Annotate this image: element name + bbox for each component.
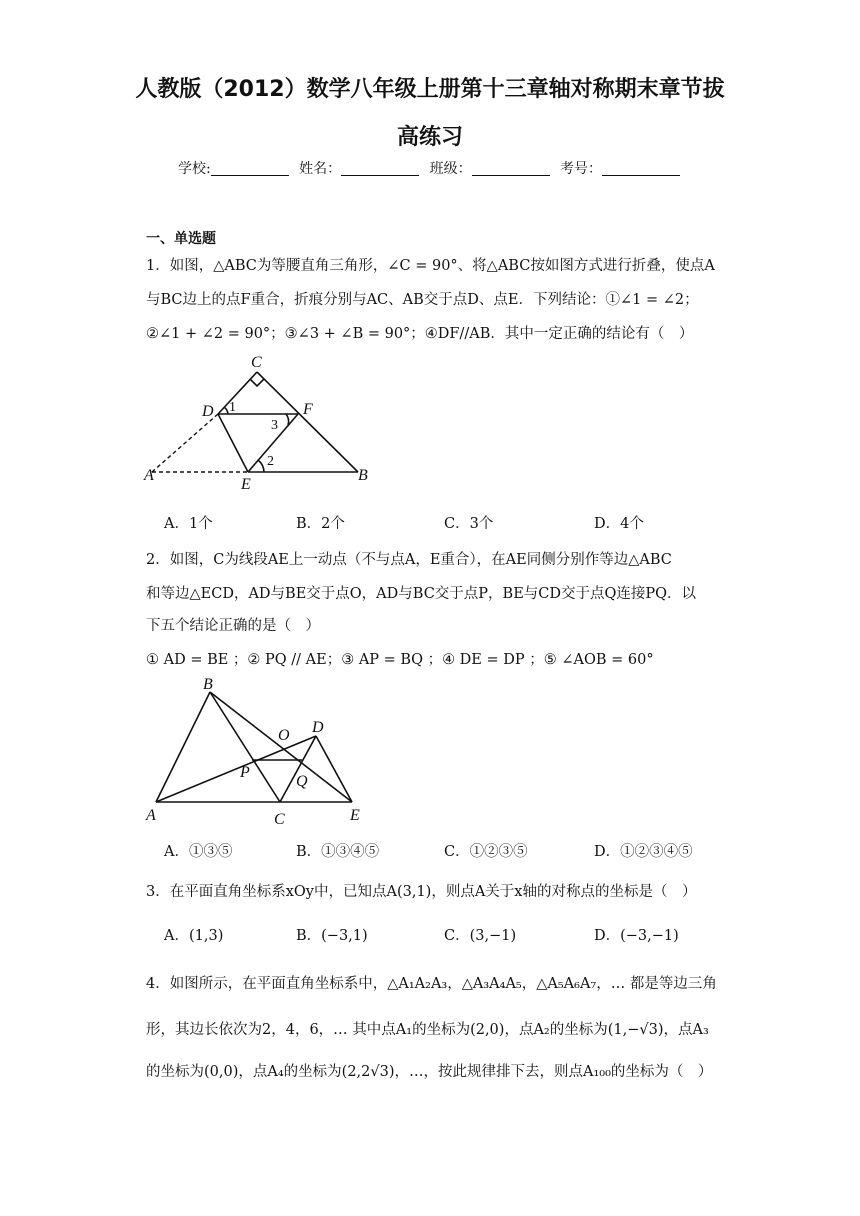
- q1-segment-de: [218, 414, 248, 472]
- q1-option-a[interactable]: A．1个: [164, 516, 213, 532]
- name-blank: [341, 161, 419, 176]
- q1-label-b: B: [358, 467, 368, 484]
- q2-line-4: ① AD = BE ；② PQ // AE；③ AP = BQ ；④ DE = DP ；⑤ ∠AOB = 60°: [146, 652, 654, 668]
- q1-option-d[interactable]: D．4个: [594, 516, 644, 532]
- q2-segment-ab: [156, 692, 210, 802]
- q2-line-1: 2．如图，C为线段AE上一动点（不与点A，E重合），在AE同侧分别作等边△ABC: [146, 552, 672, 568]
- exam-number-blank: [602, 161, 680, 176]
- q3-option-d[interactable]: D．(−3,−1): [594, 928, 679, 944]
- q1-label-c: C: [251, 354, 262, 371]
- q2-segment-ad: [156, 736, 316, 802]
- class-label: 班级：: [429, 161, 472, 177]
- q1-line-2: 与BC边上的点F重合，折痕分别与AC、AB交于点D、点E．下列结论：①∠1 = ∠2；: [146, 292, 699, 308]
- q1-figure: [140, 352, 380, 492]
- q2-option-b[interactable]: B．①③④⑤: [296, 844, 380, 860]
- q1-option-c[interactable]: C．3个: [444, 516, 494, 532]
- q1-label-f: F: [303, 401, 313, 418]
- q4-line-3: 的坐标为(0,0)，点A₄的坐标为(2,2√3)，…，按此规律排下去，则点A₁₀₀的坐标为（ ）: [146, 1064, 713, 1080]
- school-label: 学校:: [177, 161, 211, 177]
- student-info-row: [0, 158, 860, 178]
- q4-line-1: 4．如图所示，在平面直角坐标系中，△A₁A₂A₃，△A₃A₄A₅，△A₅A₆A₇，… 都是等边三角: [146, 976, 717, 992]
- section-title: 一、单选题: [146, 231, 216, 247]
- q2-label-e: E: [350, 807, 360, 824]
- page-title-line1: 人教版（2012）数学八年级上册第十三章轴对称期末章节拔: [135, 77, 725, 102]
- page-title-line2: 高练习: [396, 125, 463, 150]
- q1-line-3: ②∠1 + ∠2 = 90°；③∠3 + ∠B = 90°；④DF//AB．其中一定正确的结论有（ ）: [146, 326, 694, 342]
- q1-angle-label-1: 1: [229, 400, 236, 415]
- q1-label-a: A: [144, 467, 154, 484]
- q2-segment-de: [316, 736, 352, 802]
- q2-option-a[interactable]: A．①③⑤: [164, 844, 233, 860]
- q1-angle-arc-2: [258, 460, 264, 472]
- q1-angle-label-3: 3: [271, 418, 278, 433]
- q2-label-b: B: [203, 676, 213, 693]
- q1-label-e: E: [241, 476, 251, 492]
- name-label: 姓名：: [299, 161, 342, 177]
- q4-line-2: 形，其边长依次为2，4，6，… 其中点A₁的坐标为(2,0)，点A₂的坐标为(1,−√3)，点A₃: [146, 1022, 709, 1038]
- q2-option-d[interactable]: D．①②③④⑤: [594, 844, 693, 860]
- q2-label-p: P: [240, 764, 250, 781]
- school-blank: [211, 161, 289, 176]
- q3-option-c[interactable]: C．(3,−1): [444, 928, 517, 944]
- q1-angle-label-2: 2: [267, 454, 274, 469]
- q3-option-a[interactable]: A．(1,3): [164, 928, 224, 944]
- q1-angle-arc-1: [224, 407, 228, 414]
- q1-line-1: 1．如图，△ABC为等腰直角三角形，∠C = 90°、将△ABC按如图方式进行折叠，使点A: [146, 258, 715, 274]
- q1-right-angle-mark: [250, 379, 264, 386]
- q2-label-o: O: [278, 727, 290, 744]
- q3-option-b[interactable]: B．(−3,1): [296, 928, 368, 944]
- q1-dashed-ad: [152, 414, 218, 472]
- q2-segment-bc: [210, 692, 280, 802]
- q3-line-1: 3．在平面直角坐标系xOy中，已知点A(3,1)，则点A关于x轴的对称点的坐标是（ ）: [146, 884, 697, 900]
- class-blank: [472, 161, 550, 176]
- q2-label-q: Q: [296, 773, 308, 790]
- q1-angle-arc-3: [286, 414, 289, 425]
- q2-label-c: C: [274, 811, 285, 828]
- exam-number-label: 考号：: [560, 161, 603, 177]
- q2-line-2: 和等边△ECD，AD与BE交于点O，AD与BC交于点P，BE与CD交于点Q连接PQ．以: [146, 586, 697, 602]
- q2-segment-be: [210, 692, 352, 802]
- q2-option-c[interactable]: C．①②③⑤: [444, 844, 528, 860]
- q2-figure: [140, 672, 380, 832]
- q1-option-b[interactable]: B．2个: [296, 516, 345, 532]
- q2-label-d: D: [312, 719, 324, 736]
- q2-label-a: A: [146, 807, 156, 824]
- q2-line-3: 下五个结论正确的是（ ）: [146, 618, 320, 634]
- q1-label-d: D: [202, 403, 214, 420]
